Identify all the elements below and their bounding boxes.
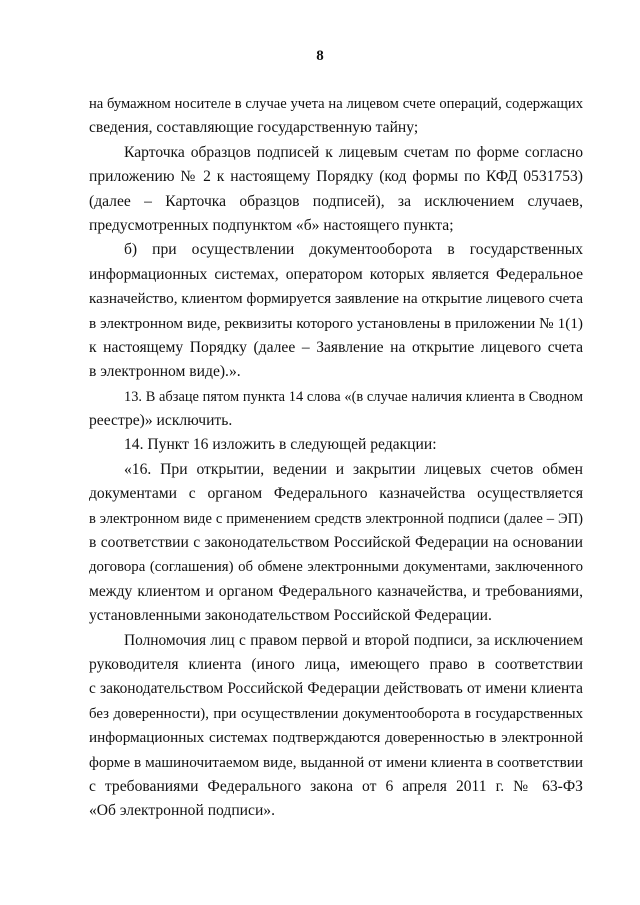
text-line: на бумажном носителе в случае учета на лицевом счете операций, содержащих	[89, 96, 583, 112]
text-line: руководителя клиента (иного лица, имеющего право в соответствии	[89, 655, 583, 673]
text-line: в электронном виде).».	[89, 363, 241, 381]
text-line: Полномочия лиц с правом первой и второй подписи, за исключением	[124, 631, 583, 649]
text-line: сведения, составляющие государственную тайну;	[89, 119, 419, 137]
text-line: с требованиями Федерального закона от 6 апреля 2011 г. № 63-ФЗ	[89, 777, 583, 795]
text-line: форме в машиночитаемом виде, выданной от имени клиента в соответствии	[89, 753, 583, 771]
text-line: к настоящему Порядку (далее – Заявление на открытие лицевого счета	[89, 338, 583, 356]
text-line: с законодательством Российской Федерации действовать от имени клиента	[89, 680, 583, 698]
text-line: установленными законодательством Российской Федерации.	[89, 607, 492, 625]
text-line: приложению № 2 к настоящему Порядку (код формы по КФД 0531753)	[89, 168, 583, 186]
text-line: «Об электронной подписи».	[89, 802, 275, 820]
text-line: документами с органом Федерального казначейства осуществляется	[89, 485, 583, 503]
text-line: в соответствии с законодательством Российской Федерации на основании	[89, 534, 583, 552]
text-line: 14. Пункт 16 изложить в следующей редакции:	[124, 436, 437, 454]
text-line: б) при осуществлении документооборота в государственных	[124, 241, 583, 259]
text-line: казначейство, клиентом формируется заявление на открытие лицевого счета	[89, 290, 583, 308]
text-line: между клиентом и органом Федерального казначейства, и требованиями,	[89, 582, 583, 600]
page-number: 8	[316, 48, 324, 64]
text-line: реестре)» исключить.	[89, 412, 233, 430]
text-line: в электронном виде, реквизиты которого установлены в приложении № 1(1)	[89, 314, 583, 332]
text-line: в электронном виде с применением средств электронной подписи (далее – ЭП)	[89, 510, 583, 527]
text-line: «16. При открытии, ведении и закрытии лицевых счетов обмен	[124, 460, 583, 478]
document-body	[89, 92, 583, 824]
text-line: 13. В абзаце пятом пункта 14 слова «(в случае наличия клиента в Сводном	[124, 388, 583, 405]
text-line: договора (соглашения) об обмене электронными документами, заключенного	[89, 559, 583, 576]
text-line: (далее – Карточка образцов подписей), за исключением случаев,	[89, 192, 583, 210]
text-line: предусмотренных подпунктом «б» настоящего пункта;	[89, 216, 454, 234]
text-line: без доверенности), при осуществлении документооборота в государственных	[89, 705, 583, 722]
text-line: информационных системах, оператором которых является Федеральное	[89, 265, 583, 283]
text-line: Карточка образцов подписей к лицевым счетам по форме согласно	[124, 143, 583, 161]
text-line: информационных системах подтверждаются доверенностью в электронной	[89, 729, 583, 747]
